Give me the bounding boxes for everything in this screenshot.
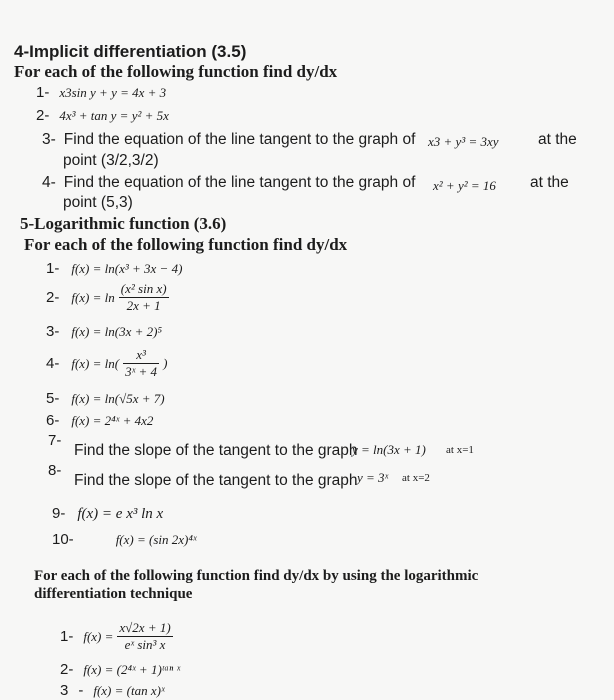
numerator: x³ — [123, 347, 159, 364]
list-item — [42, 174, 415, 192]
list-item — [46, 281, 169, 314]
list-item — [46, 260, 182, 278]
section5-instruction: For each of the following function find dy/dx — [24, 235, 348, 254]
item-number: 7- — [48, 432, 62, 449]
list-item — [60, 682, 165, 700]
item-number: 2- — [60, 661, 74, 678]
section4-instruction: For each of the following function find dy/dx — [14, 62, 338, 81]
item-number: 3 — [60, 682, 69, 699]
question-text: at the — [538, 131, 577, 148]
item-number: 1- — [36, 84, 50, 101]
fraction — [123, 347, 159, 380]
list-item — [46, 323, 162, 341]
equation: f(x) = ln(3x + 2)⁵ — [71, 324, 162, 339]
equation: f(x) = e x³ ln x — [77, 506, 164, 522]
denominator: 3ˣ + 4 — [125, 364, 158, 379]
equation: f(x) = 2⁴ˣ + 4x2 — [71, 413, 154, 428]
equation: y = ln(3x + 1) — [352, 442, 426, 457]
list-item — [52, 531, 197, 549]
item-number: 1- — [60, 628, 74, 645]
list-item — [52, 505, 163, 523]
condition-text: at x=2 — [402, 472, 430, 484]
item-number: 5- — [46, 390, 60, 407]
logdiff-instruction-line2: differentiation technique — [34, 586, 193, 602]
question-text: Find the slope of the tangent to the graph — [74, 472, 358, 489]
list-item — [36, 84, 166, 102]
equation: y = 3ˣ — [357, 470, 389, 485]
numerator: x√2x + 1) — [119, 620, 171, 635]
item-number: 4- — [42, 174, 56, 191]
item-number: 6- — [46, 412, 60, 429]
list-item — [46, 412, 153, 430]
item-number: 1- — [46, 260, 60, 277]
equation: f(x) = (sin 2x)⁴ˣ — [115, 532, 197, 547]
equation: f(x) = ln(x³ + 3x − 4) — [71, 261, 183, 276]
section5-title: 5-Logarithmic function (3.6) — [20, 214, 227, 233]
question-text: Find the equation of the line tangent to the graph of — [63, 174, 416, 191]
item-number: 2- — [46, 289, 60, 306]
section4-title: 4-Implicit differentiation (3.5) — [14, 42, 247, 61]
numerator: (x² sin x) — [120, 281, 167, 296]
equation: x3sin y + y = 4x + 3 — [59, 85, 167, 100]
denominator: eˣ sin³ x — [124, 637, 166, 652]
question-text: at the — [530, 174, 569, 191]
equation: f(x) = ln(√5x + 7) — [71, 391, 165, 406]
equation: f(x) = (tan x)ˣ — [93, 683, 165, 698]
list-item — [60, 620, 173, 653]
item-number: 3- — [46, 323, 60, 340]
item-dash: - — [78, 682, 84, 699]
list-item — [60, 661, 180, 679]
list-item — [42, 131, 415, 149]
equation: ) — [163, 355, 168, 371]
list-item — [46, 390, 165, 408]
equation: x3 + y³ = 3xy — [428, 134, 499, 149]
equation: f(x) = ln — [71, 289, 115, 305]
question-text: Find the slope of the tangent to the graph — [74, 442, 358, 459]
item-number: 8- — [48, 462, 62, 479]
equation: 4x³ + tan y = y² + 5x — [59, 108, 169, 123]
denominator: 2x + 1 — [126, 298, 161, 313]
question-text: point (5,3) — [63, 194, 133, 211]
logdiff-instruction-line1: For each of the following function find dy/dx by using the logarithmic — [34, 568, 479, 584]
fraction — [117, 620, 172, 653]
item-number: 10- — [52, 531, 74, 548]
item-number: 4- — [46, 355, 60, 372]
item-number: 9- — [52, 505, 66, 522]
fraction — [119, 281, 169, 314]
equation: x² + y² = 16 — [433, 178, 496, 193]
question-text: Find the equation of the line tangent to the graph of — [63, 131, 416, 148]
item-number: 3- — [42, 131, 56, 148]
equation: f(x) = (2⁴ˣ + 1)ᵗᵃⁿ ˣ — [83, 662, 181, 677]
item-number: 2- — [36, 107, 50, 124]
condition-text: at x=1 — [446, 444, 474, 456]
list-item — [46, 347, 167, 380]
question-text: point (3/2,3/2) — [63, 152, 159, 169]
equation: f(x) = — [83, 628, 114, 644]
equation: f(x) = ln( — [71, 355, 120, 371]
list-item — [36, 107, 169, 125]
